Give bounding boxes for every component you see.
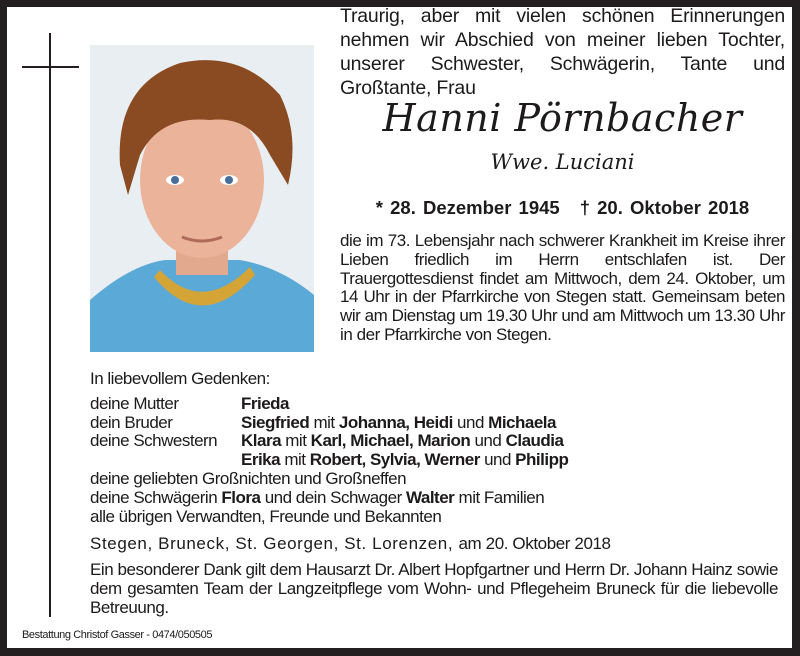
relative-name: Johanna, Heidi xyxy=(338,412,453,432)
relative-name: Walter xyxy=(405,487,455,507)
thanks-text: Ein besonderer Dank gilt dem Hausarzt Dr. Albert Hopfgartner und Herrn Dr. Johann Hainz sowie dem gesamten Team der Langzeitpflege vom Wohn- und Pflegeheim Bruneck für die liebevolle Betreuung. xyxy=(90,560,778,617)
relative-name: Robert, Sylvia, Werner xyxy=(309,450,480,470)
birth-date: * 28. Dezember 1945 xyxy=(375,197,560,218)
deceased-name: Hanni Pörnbacher xyxy=(382,96,743,140)
death-date: † 20. Oktober 2018 xyxy=(579,197,750,218)
relative-name: Karl, Michael, Marion xyxy=(310,431,471,451)
widow-name: Wwe. Luciani xyxy=(490,150,635,174)
notice-date: am 20. Oktober 2018 xyxy=(458,534,611,553)
family-row-grand: deine geliebten Großnichten und Großneffen xyxy=(90,468,407,488)
places: Stegen, Bruneck, St. Georgen, St. Lorenzen, xyxy=(90,534,454,553)
text: mit xyxy=(284,450,306,470)
relation: deine Mutter xyxy=(90,393,179,413)
relative-name: Claudia xyxy=(505,431,564,451)
family-row-others: alle übrigen Verwandten, Freunde und Bekannten xyxy=(90,506,442,526)
relative-name: Siegfried xyxy=(241,412,310,432)
life-dates xyxy=(340,197,785,219)
family-heading: In liebevollem Gedenken: xyxy=(90,369,270,388)
relative-name: Michaela xyxy=(488,412,556,432)
text: mit Familien xyxy=(458,487,545,507)
relative-name: Erika xyxy=(241,450,281,470)
relative-name: Klara xyxy=(241,431,282,451)
intro-text: Traurig, aber mit vielen schönen Erinnerungen nehmen wir Abschied von meiner lieben Tochter, unserer Schwester, Schwägerin, Tante und Großtante, Frau xyxy=(340,5,785,99)
text: mit xyxy=(313,412,335,432)
family-list xyxy=(90,370,650,526)
text: und xyxy=(474,431,502,451)
service-info: die im 73. Lebensjahr nach schwerer Krankheit im Kreise ihrer Lieben friedlich im Herrn entschlafen ist. Der Trauergottesdienst findet am Mittwoch, dem 24. Oktober, um 14 Uhr in der Pfarrkirche von Stegen statt. Gemeinsam beten wir am Dienstag um 19.30 Uhr und am Mittwoch um 13.30 Uhr in der Pfarrkirche von Stegen. xyxy=(340,231,785,344)
relative-name: Flora xyxy=(221,487,261,507)
relation: dein Bruder xyxy=(90,412,173,432)
text: und dein Schwager xyxy=(264,487,402,507)
text: deine Schwägerin xyxy=(90,487,218,507)
relative-name: Frieda xyxy=(241,393,290,413)
cross-icon xyxy=(49,33,51,617)
text: und xyxy=(484,450,511,470)
funeral-home-footer: Bestattung Christof Gasser - 0474/050505 xyxy=(22,629,213,641)
family-row-sister-1 xyxy=(90,432,650,451)
family-row-brother xyxy=(90,414,650,433)
family-row-mother xyxy=(90,395,650,414)
relative-name: Philipp xyxy=(515,450,569,470)
text: und xyxy=(457,412,484,432)
cross-icon-bar xyxy=(22,66,79,68)
family-row-sister-2 xyxy=(90,451,650,470)
family-row-inlaws xyxy=(90,489,650,508)
portrait-photo xyxy=(90,45,314,352)
text: mit xyxy=(285,431,307,451)
relation: deine Schwestern xyxy=(90,431,218,451)
place-date xyxy=(90,534,611,554)
